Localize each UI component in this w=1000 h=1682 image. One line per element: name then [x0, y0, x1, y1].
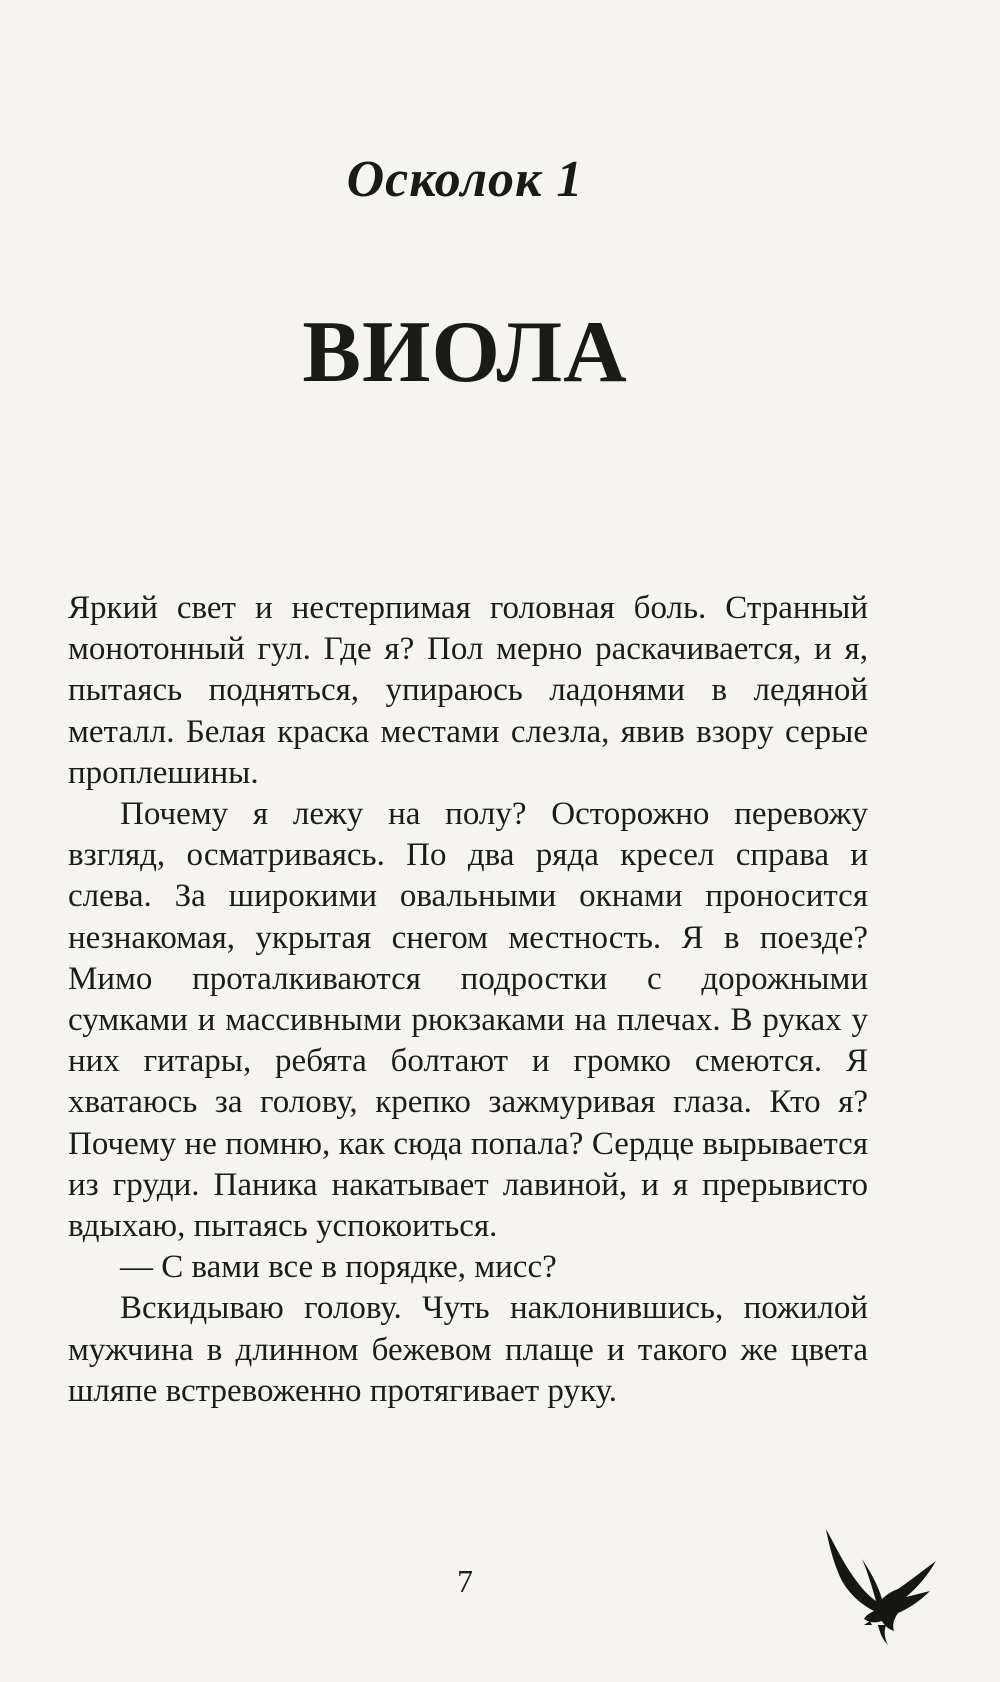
paragraph-4: Вскидываю голову. Чуть наклонившись, пожилой мужчина в длинном бежевом плаще и такого же цвета шляпе встревоженно протягивает руку.: [68, 1290, 868, 1409]
body-text: [68, 588, 868, 1412]
chapter-label: Осколок 1: [346, 151, 584, 208]
paragraph-2: Почему я лежу на полу? Осторожно перевожу взгляд, осматриваясь. По два ряда кресел справа и слева. За широкими овальными окнами проносится незнакомая, укрытая снегом местность. Я в поезде? Мимо проталкиваются подростки с дорожными сумками и массивными рюкзаками на плечах. В руках у них гитары, ребята болтают и громко смеются. Я хватаюсь за голову, крепко зажмуривая глаза. Кто я? Почему не помню, как сюда попала? Сердце вырывается из груди. Паника накатывает лавиной, и я прерывисто вдыхаю, пытаясь успокоиться.: [68, 796, 868, 1245]
crow-icon: [818, 1525, 948, 1655]
paragraph-3: — С вами все в порядке, мисс?: [120, 1249, 557, 1286]
page-number: 7: [457, 1563, 473, 1599]
paragraph-1: Яркий свет и нестерпимая головная боль. Странный монотонный гул. Где я? Пол мерно раскачивается, и я, пытаясь подняться, упираюсь ладонями в ледяной металл. Белая краска местами слезла, явив взору серые проплешины.: [68, 590, 868, 791]
chapter-title: ВИОЛА: [302, 304, 628, 401]
